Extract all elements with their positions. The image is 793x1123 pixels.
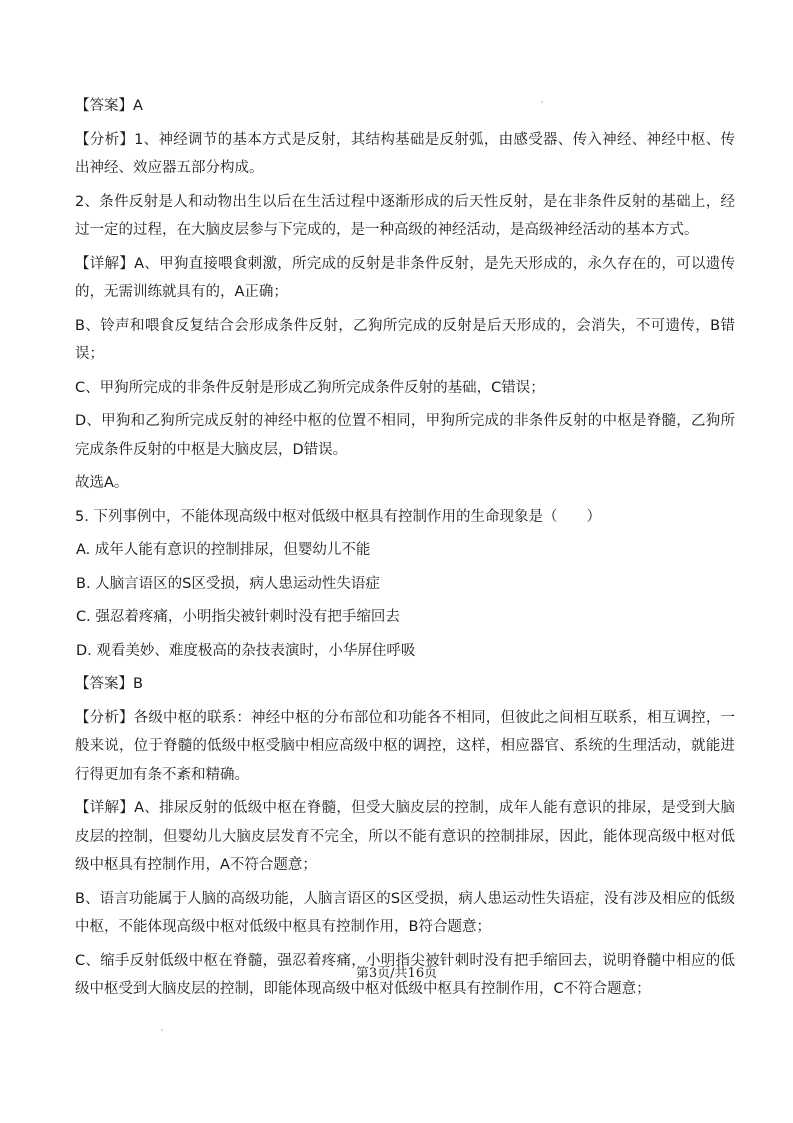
- detail-q5-a: 【详解】A、排尿反射的低级中枢在脊髓，但受大脑皮层的控制，成年人能有意识的排尿，是受到大脑皮层的控制，但婴幼儿大脑皮层发育不完全，所以不能有意识的控制排尿，因此，能体现高级中枢对低级中枢具有控制作用，A不符合题意；: [75, 800, 735, 873]
- answer-label-q5: 【答案】B: [75, 676, 143, 692]
- detail-q5-c: C、缩手反射低级中枢在脊髓，强忍着疼痛，小明指尖被针刺时没有把手缩回去，说明脊髓中相应的低级中枢受到大脑皮层的控制，即能体现高级中枢对低级中枢具有控制作用，C不符合题意；: [75, 952, 735, 997]
- page-footer-number: 第3页/共16页: [355, 966, 438, 981]
- detail-q4-a: 【详解】A、甲狗直接喂食刺激，所完成的反射是非条件反射，是先天形成的，永久存在的，可以遗传的，无需训练就具有的，A正确；: [75, 255, 735, 300]
- analysis-q4-point2: 2、条件反射是人和动物出生以后在生活过程中逐渐形成的后天性反射，是在非条件反射的基础上，经过一定的过程，在大脑皮层参与下完成的，是一种高级的神经活动，是高级神经活动的基本方式。: [75, 193, 735, 238]
- detail-q4-c: C、甲狗所完成的非条件反射是形成乙狗所完成条件反射的基础，C错误；: [75, 379, 545, 396]
- detail-q5-b: B、语言功能属于人脑的高级功能，人脑言语区的S区受损，病人患运动性失语症，没有涉及相应的低级中枢，不能体现高级中枢对低级中枢具有控制作用，B符合题意；: [75, 890, 735, 935]
- analysis-q4-point1: 【分析】1、神经调节的基本方式是反射，其结构基础是反射弧，由感受器、传入神经、神经中枢、传出神经、效应器五部分构成。: [75, 131, 735, 176]
- question-5-stem: 5. 下列事例中，不能体现高级中枢对低级中枢具有控制作用的生命现象是（ ）: [75, 508, 601, 525]
- conclusion-q4: 故选A。: [75, 475, 129, 491]
- question-5-option-b: B. 人脑言语区的S区受损，病人患运动性失语症: [76, 575, 380, 592]
- question-5-option-c: C. 强忍着疼痛，小明指尖被针刺时没有把手缩回去: [76, 609, 400, 625]
- detail-q4-b: B、铃声和喂食反复结合会形成条件反射，乙狗所完成的反射是后天形成的，会消失，不可遗传，B错误；: [75, 317, 735, 362]
- analysis-q5: 【分析】各级中枢的联系：神经中枢的分布部位和功能各不相同，但彼此之间相互联系，相互调控，一般来说，位于脊髓的低级中枢受脑中相应高级中枢的调控，这样，相应器官、系统的生理活动，就能进行得更加有条不紊和精确。: [75, 709, 735, 783]
- detail-q4-d: D、甲狗和乙狗所完成反射的神经中枢的位置不相同，甲狗所完成的非条件反射的中枢是脊髓，乙狗所完成条件反射的中枢是大脑皮层，D错误。: [75, 413, 735, 458]
- scan-speck: [161, 1029, 163, 1031]
- question-5-option-a: A. 成年人能有意识的控制排尿，但婴幼儿不能: [76, 542, 371, 558]
- answer-label-q4: 【答案】A: [75, 98, 143, 114]
- page-content: [75, 92, 735, 1004]
- question-5-option-d: D. 观看美妙、难度极高的杂技表演时，小华屏住呼吸: [76, 642, 416, 659]
